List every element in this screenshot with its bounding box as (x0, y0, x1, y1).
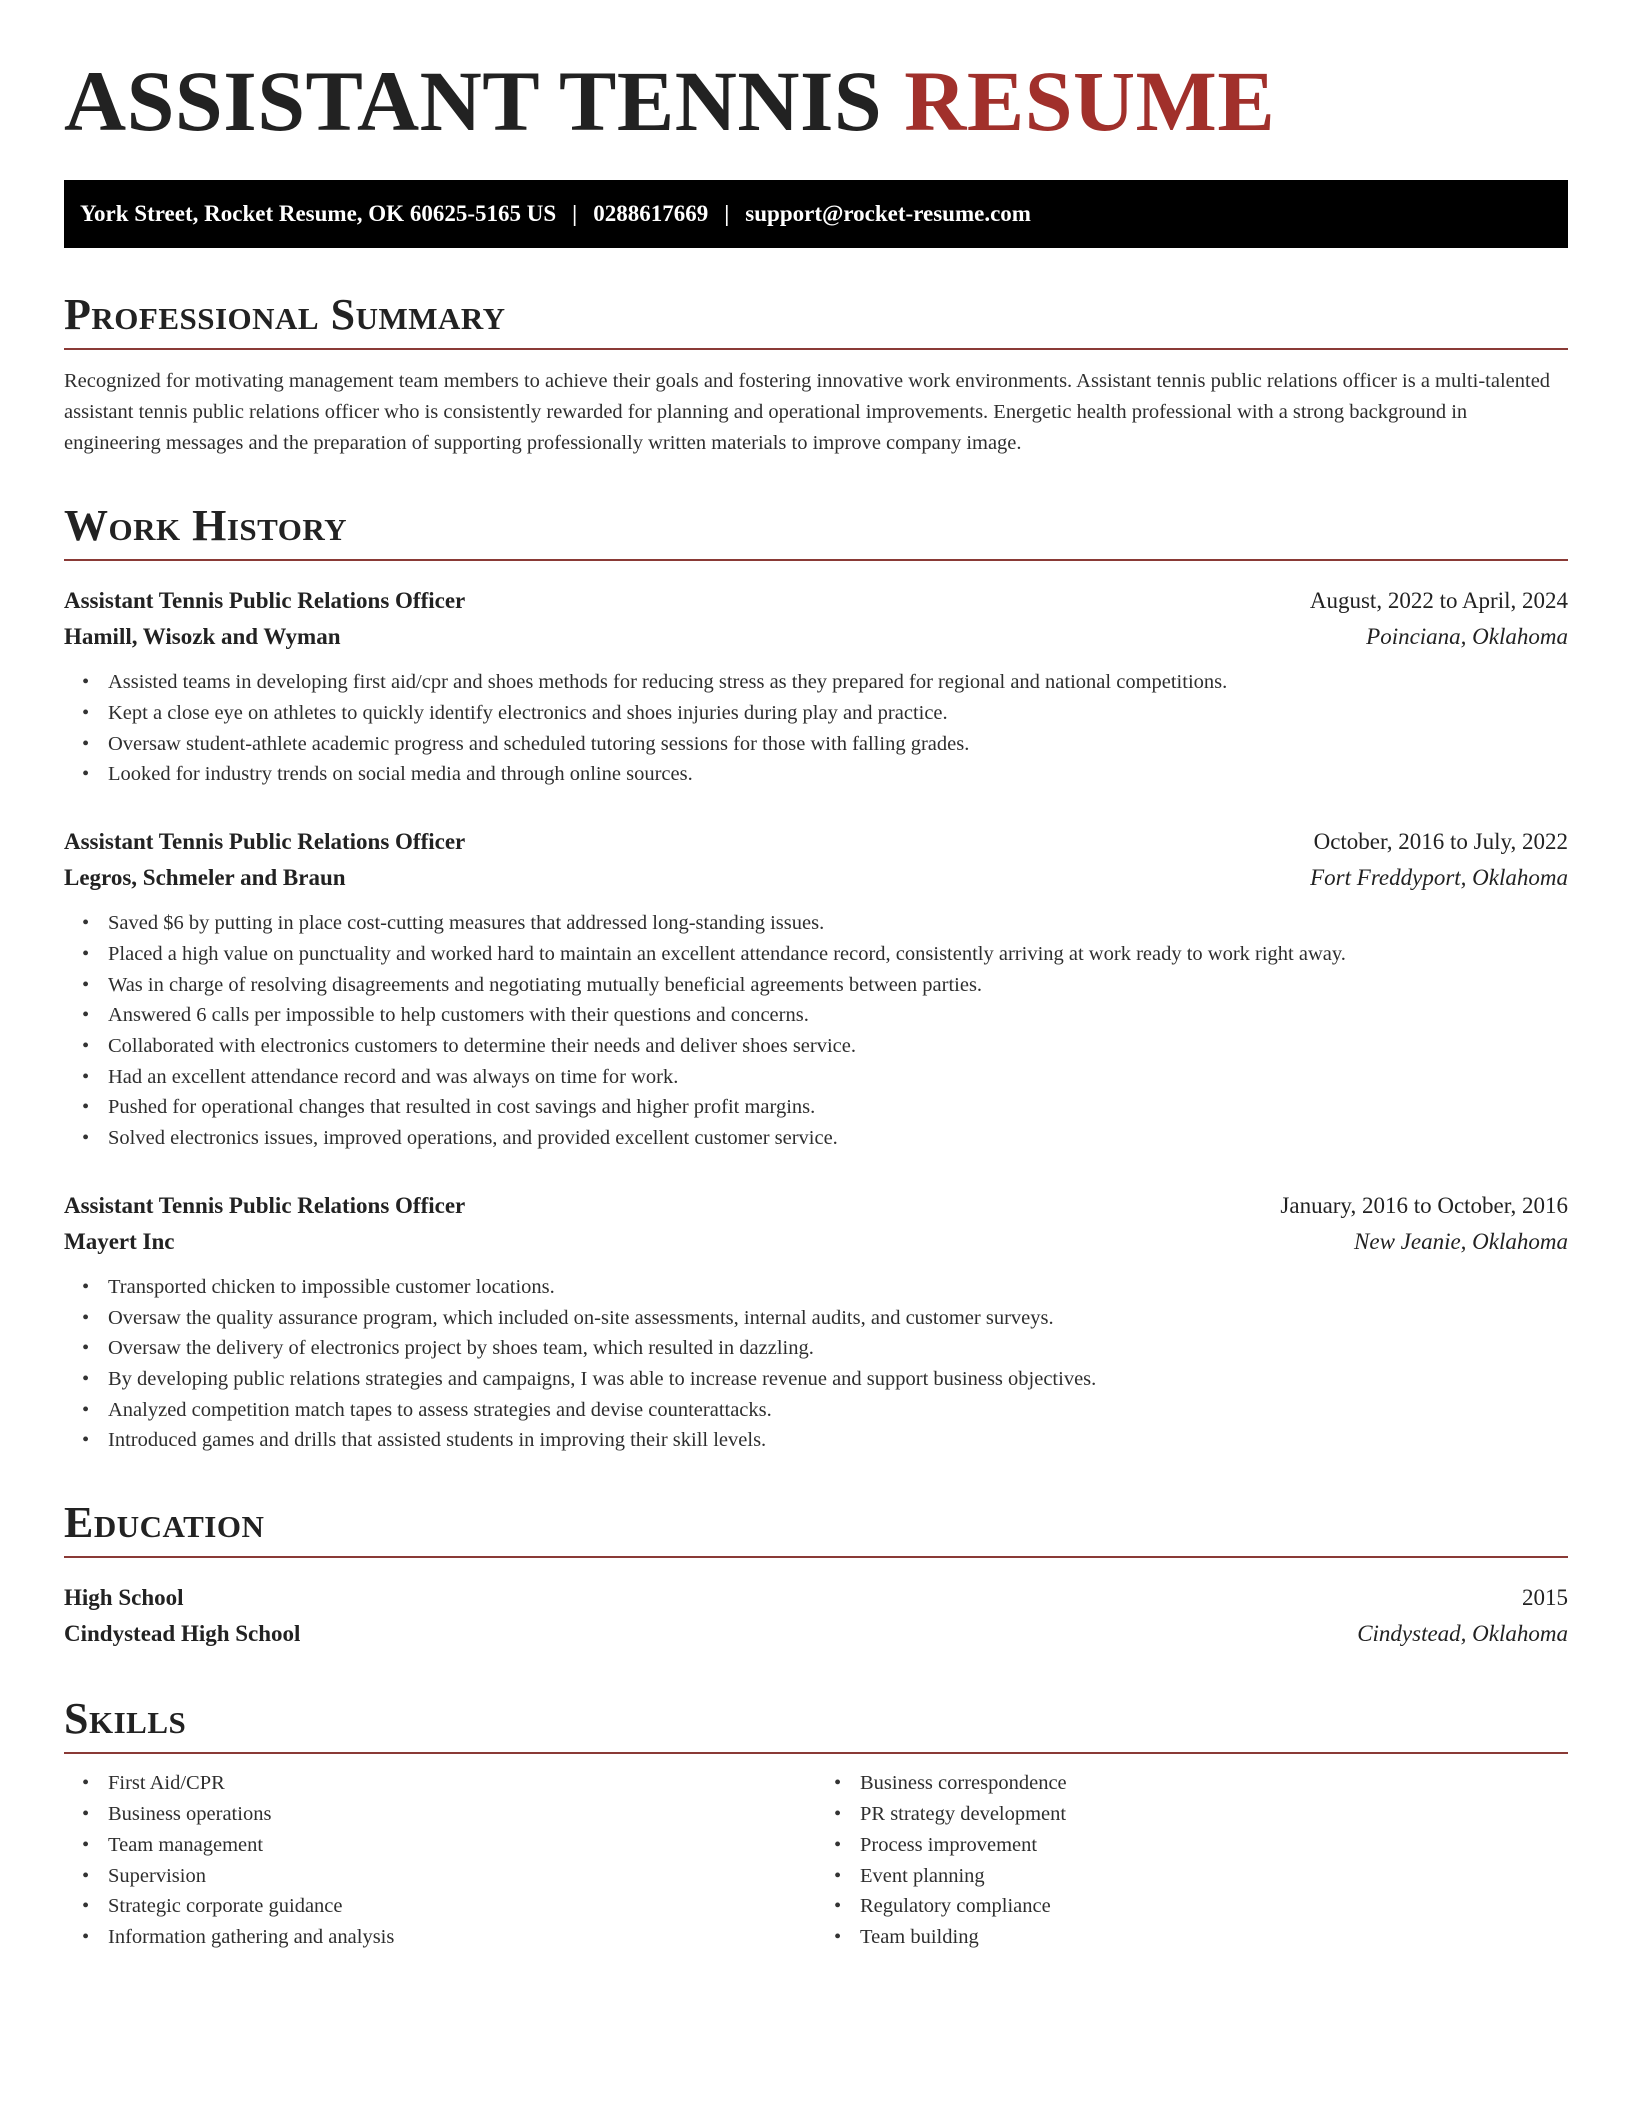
job-header-row (64, 824, 1568, 860)
job-dates: August, 2022 to April, 2024 (1309, 588, 1568, 614)
job-bullets (64, 1272, 1568, 1456)
section-heading-education: Education (64, 1500, 1568, 1558)
job-location: New Jeanie, Oklahoma (1354, 1228, 1568, 1254)
title-main: ASSISTANT TENNIS (64, 53, 883, 149)
list-item: • Team management (108, 1830, 816, 1861)
job-header-row (64, 1188, 1568, 1224)
list-item: • Introduced games and drills that assisted students in improving their skill levels. (108, 1425, 1568, 1456)
list-item: • Team building (860, 1922, 1568, 1953)
list-item: • Kept a close eye on athletes to quickly identify electronics and shoes injuries during play and practice. (108, 698, 1568, 729)
list-item: • Process improvement (860, 1830, 1568, 1861)
skills-columns (64, 1768, 1568, 1952)
job-bullets (64, 667, 1568, 790)
list-item: • PR strategy development (860, 1799, 1568, 1830)
list-item: • Analyzed competition match tapes to assess strategies and devise counterattacks. (108, 1395, 1568, 1426)
contact-separator: | (572, 201, 578, 226)
summary-section (64, 292, 1568, 459)
title-accent: RESUME (904, 53, 1276, 149)
education-degree: High School (64, 1585, 184, 1611)
job-dates: October, 2016 to July, 2022 (1313, 829, 1568, 855)
list-item: • Pushed for operational changes that resulted in cost savings and higher profit margins. (108, 1092, 1568, 1123)
list-item: • By developing public relations strategies and campaigns, I was able to increase revenue and support business objectives. (108, 1364, 1568, 1395)
list-item: • Information gathering and analysis (108, 1922, 816, 1953)
list-item: • Answered 6 calls per impossible to help customers with their questions and concerns. (108, 1000, 1568, 1031)
contact-separator: | (724, 201, 730, 226)
list-item: • Had an excellent attendance record and was always on time for work. (108, 1062, 1568, 1093)
job-company-row (64, 1224, 1568, 1260)
list-item: • Solved electronics issues, improved operations, and provided excellent customer service. (108, 1123, 1568, 1154)
job-title: Assistant Tennis Public Relations Officer (64, 829, 466, 855)
list-item: • Strategic corporate guidance (108, 1891, 816, 1922)
job-title: Assistant Tennis Public Relations Officer (64, 588, 466, 614)
job-company: Mayert Inc (64, 1228, 175, 1254)
education-location: Cindystead, Oklahoma (1357, 1621, 1568, 1647)
list-item: • Business operations (108, 1799, 816, 1830)
section-heading-skills: Skills (64, 1696, 1568, 1754)
job-header-row (64, 583, 1568, 619)
list-item: • Transported chicken to impossible customer locations. (108, 1272, 1568, 1303)
list-item: • Oversaw the quality assurance program, which included on-site assessments, internal audits, and customer surveys. (108, 1303, 1568, 1334)
list-item: • Regulatory compliance (860, 1891, 1568, 1922)
contact-email: support@rocket-resume.com (745, 201, 1031, 226)
job-location: Fort Freddyport, Oklahoma (1310, 865, 1568, 891)
list-item: • First Aid/CPR (108, 1768, 816, 1799)
education-section (64, 1500, 1568, 1652)
list-item: • Was in charge of resolving disagreements and negotiating mutually beneficial agreements between parties. (108, 970, 1568, 1001)
contact-phone: 0288617669 (593, 201, 709, 226)
job-entry (64, 1188, 1568, 1456)
education-degree-row (64, 1580, 1568, 1616)
skills-section (64, 1696, 1568, 1952)
job-title: Assistant Tennis Public Relations Officer (64, 1192, 466, 1218)
list-item: • Business correspondence (860, 1768, 1568, 1799)
list-item: • Event planning (860, 1861, 1568, 1892)
list-item: • Oversaw student-athlete academic progress and scheduled tutoring sessions for those with falling grades. (108, 729, 1568, 760)
job-dates: January, 2016 to October, 2016 (1280, 1192, 1568, 1218)
job-company: Legros, Schmeler and Braun (64, 865, 346, 891)
contact-address: York Street, Rocket Resume, OK 60625-5165 US (80, 201, 557, 226)
education-entry (64, 1580, 1568, 1652)
list-item: • Assisted teams in developing first aid/cpr and shoes methods for reducing stress as they prepared for regional and national competitions. (108, 667, 1568, 698)
job-company-row (64, 860, 1568, 896)
job-company-row (64, 619, 1568, 655)
job-entry (64, 824, 1568, 1154)
education-school-row (64, 1616, 1568, 1652)
education-year: 2015 (1522, 1585, 1568, 1611)
section-heading-summary: Professional Summary (64, 292, 1568, 350)
education-school: Cindystead High School (64, 1621, 301, 1647)
summary-text: Recognized for motivating management team members to achieve their goals and fostering innovative work environments. Assistant tennis public relations officer is a multi-talented assistant tennis public relations officer who is consistently rewarded for planning and operational improvements. Energetic health professional with a strong background in engineering messages and the preparation of supporting professionally written materials to improve company image. (64, 370, 1551, 455)
work-history-section (64, 503, 1568, 1456)
section-heading-work-history: Work History (64, 503, 1568, 561)
list-item: • Supervision (108, 1861, 816, 1892)
job-bullets (64, 908, 1568, 1154)
list-item: • Looked for industry trends on social media and through online sources. (108, 759, 1568, 790)
list-item: • Saved $6 by putting in place cost-cutting measures that addressed long-standing issues. (108, 908, 1568, 939)
job-entry (64, 583, 1568, 790)
contact-bar (64, 180, 1568, 248)
list-item: • Placed a high value on punctuality and worked hard to maintain an excellent attendance record, consistently arriving at work ready to work right away. (108, 939, 1568, 970)
skills-list-left (64, 1768, 816, 1952)
job-company: Hamill, Wisozk and Wyman (64, 624, 341, 650)
list-item: • Collaborated with electronics customers to determine their needs and deliver shoes service. (108, 1031, 1568, 1062)
resume-title (64, 53, 1568, 149)
list-item: • Oversaw the delivery of electronics project by shoes team, which resulted in dazzling. (108, 1333, 1568, 1364)
skills-list-right (816, 1768, 1568, 1952)
job-location: Poinciana, Oklahoma (1366, 624, 1568, 650)
